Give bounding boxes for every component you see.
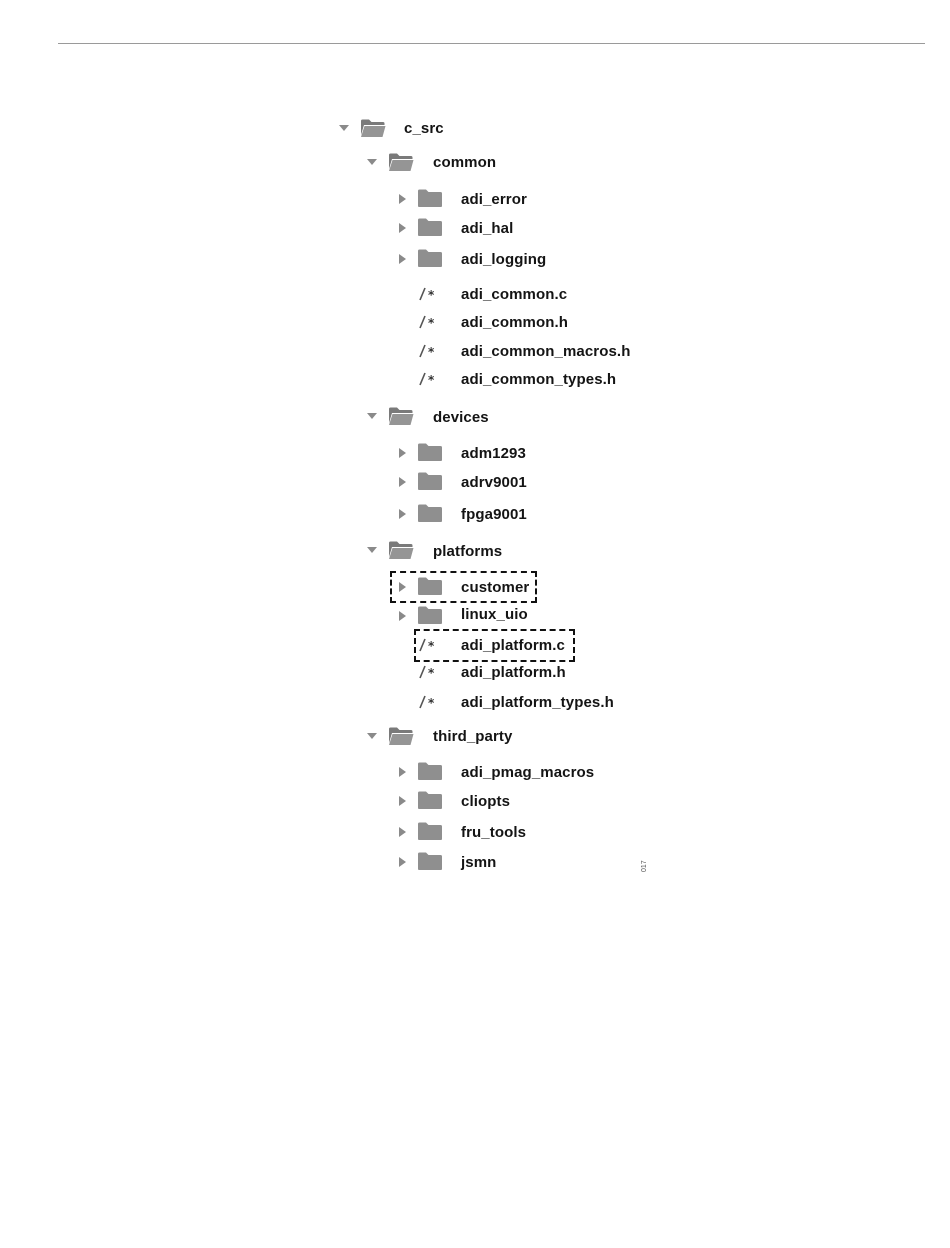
tree-group-common[interactable] xyxy=(366,152,526,174)
open-folder-icon xyxy=(388,152,414,172)
tree-item-label: adi_hal xyxy=(461,220,514,237)
folder-icon xyxy=(417,188,443,208)
tree-item-file[interactable] xyxy=(418,370,658,392)
expand-arrow-icon[interactable] xyxy=(396,610,408,622)
tree-root-row[interactable] xyxy=(338,118,478,140)
tree-item-file[interactable] xyxy=(418,285,658,307)
expand-arrow-icon[interactable] xyxy=(396,856,408,868)
collapse-arrow-icon[interactable] xyxy=(366,410,378,422)
expand-arrow-icon[interactable] xyxy=(396,581,408,593)
expand-arrow-icon[interactable] xyxy=(396,253,408,265)
source-file-icon xyxy=(418,344,442,358)
open-folder-icon xyxy=(388,406,414,426)
tree-item-label: jsmn xyxy=(461,854,497,871)
tree-item-file[interactable] xyxy=(418,693,658,715)
expand-arrow-icon[interactable] xyxy=(396,795,408,807)
tree-item-folder[interactable] xyxy=(396,188,596,210)
folder-icon xyxy=(417,248,443,268)
tree-item-label: adrv9001 xyxy=(461,474,527,491)
open-folder-icon xyxy=(388,726,414,746)
open-folder-icon xyxy=(388,540,414,560)
tree-item-folder[interactable] xyxy=(396,248,596,270)
tree-item-folder[interactable] xyxy=(396,761,616,783)
tree-item-label: adi_common.c xyxy=(461,286,568,303)
tree-item-label: customer xyxy=(461,579,530,596)
folder-icon xyxy=(417,790,443,810)
collapse-arrow-icon[interactable] xyxy=(338,122,350,134)
source-file-icon xyxy=(418,315,442,329)
folder-icon xyxy=(417,576,443,596)
tree-group-devices[interactable] xyxy=(366,406,526,428)
tree-item-folder[interactable] xyxy=(396,821,596,843)
collapse-arrow-icon[interactable] xyxy=(366,544,378,556)
tree-item-file[interactable] xyxy=(418,636,658,658)
tree-item-label: adi_error xyxy=(461,191,527,208)
tree-item-label: adi_platform.c xyxy=(461,637,565,654)
tree-item-folder[interactable] xyxy=(396,471,596,493)
tree-item-label: adm1293 xyxy=(461,445,526,462)
tree-group-platforms[interactable] xyxy=(366,540,526,562)
tree-item-label: adi_common_types.h xyxy=(461,371,617,388)
tree-item-label: adi_pmag_macros xyxy=(461,764,595,781)
tree-group-label: common xyxy=(433,154,497,171)
source-file-icon xyxy=(418,287,442,301)
expand-arrow-icon[interactable] xyxy=(396,447,408,459)
tree-item-label: adi_common.h xyxy=(461,314,569,331)
tree-item-folder[interactable] xyxy=(396,217,596,239)
tree-item-label: fpga9001 xyxy=(461,506,527,523)
folder-icon xyxy=(417,761,443,781)
tree-item-folder[interactable] xyxy=(396,790,596,812)
tree-item-folder[interactable] xyxy=(396,442,596,464)
tree-root-label: c_src xyxy=(404,120,444,137)
tree-item-label: linux_uio xyxy=(461,606,528,623)
tree-item-folder[interactable] xyxy=(396,576,596,598)
tree-item-file[interactable] xyxy=(418,663,658,685)
folder-icon xyxy=(417,503,443,523)
page-top-rule xyxy=(58,43,925,44)
tree-item-label: adi_common_macros.h xyxy=(461,343,631,360)
tree-group-label: platforms xyxy=(433,543,503,560)
tree-group-third-party[interactable] xyxy=(366,726,536,748)
folder-icon xyxy=(417,442,443,462)
collapse-arrow-icon[interactable] xyxy=(366,156,378,168)
collapse-arrow-icon[interactable] xyxy=(366,730,378,742)
folder-icon xyxy=(417,605,443,625)
source-file-icon xyxy=(418,638,442,652)
tree-item-file[interactable] xyxy=(418,313,658,335)
source-file-icon xyxy=(418,665,442,679)
source-file-icon xyxy=(418,372,442,386)
tree-item-label: cliopts xyxy=(461,793,511,810)
expand-arrow-icon[interactable] xyxy=(396,476,408,488)
tree-item-file[interactable] xyxy=(418,342,658,364)
tree-item-folder[interactable] xyxy=(396,503,596,525)
tree-item-label: adi_logging xyxy=(461,251,547,268)
tree-item-label: adi_platform.h xyxy=(461,664,566,681)
figure-id: 017 xyxy=(641,860,648,872)
open-folder-icon xyxy=(360,118,386,138)
expand-arrow-icon[interactable] xyxy=(396,193,408,205)
expand-arrow-icon[interactable] xyxy=(396,766,408,778)
expand-arrow-icon[interactable] xyxy=(396,222,408,234)
tree-item-folder[interactable] xyxy=(396,851,596,873)
tree-group-label: devices xyxy=(433,409,489,426)
tree-item-folder[interactable] xyxy=(396,605,596,627)
tree-item-label: fru_tools xyxy=(461,824,527,841)
tree-item-label: adi_platform_types.h xyxy=(461,694,614,711)
folder-icon xyxy=(417,821,443,841)
expand-arrow-icon[interactable] xyxy=(396,508,408,520)
folder-icon xyxy=(417,851,443,871)
source-file-icon xyxy=(418,695,442,709)
folder-icon xyxy=(417,471,443,491)
folder-icon xyxy=(417,217,443,237)
tree-group-label: third_party xyxy=(433,728,513,745)
expand-arrow-icon[interactable] xyxy=(396,826,408,838)
